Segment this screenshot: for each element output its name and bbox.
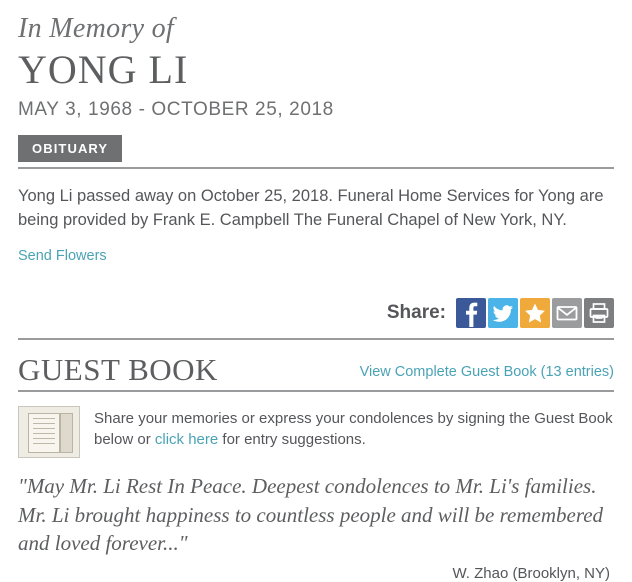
share-label: Share:: [386, 301, 446, 323]
star-icon[interactable]: [520, 298, 550, 328]
tab-underline-rule: [18, 167, 614, 169]
twitter-icon[interactable]: [488, 298, 518, 328]
facebook-icon[interactable]: [456, 298, 486, 328]
tab-strip: [18, 135, 614, 167]
tab-obituary[interactable]: OBITUARY: [18, 135, 122, 162]
deceased-name: YONG LI: [18, 46, 189, 92]
email-icon[interactable]: [552, 298, 582, 328]
guest-book-invite-text: [94, 406, 614, 450]
click-here-link[interactable]: click here: [154, 431, 219, 449]
guest-book-entry-attribution: W. Zhao (Brooklyn, NY): [452, 565, 610, 582]
send-flowers-link[interactable]: Send Flowers: [18, 247, 107, 264]
guest-book-title: GUEST BOOK: [18, 351, 218, 387]
guest-book-header: [18, 351, 614, 387]
share-divider-rule: [18, 338, 614, 340]
obituary-text: Yong Li passed away on October 25, 2018. Funeral Home Services for Yong are being provided by Frank E. Campbell The Funeral Chapel of New York, NY.: [18, 186, 604, 229]
guest-book-rule: [18, 390, 614, 392]
in-memory-label: In Memory of: [18, 13, 175, 44]
guest-book-invite: [18, 406, 614, 458]
life-dates: MAY 3, 1968 - OCTOBER 25, 2018: [18, 98, 334, 120]
invite-prefix: Share your memories or express your condolences by signing the Guest Book below or: [94, 410, 613, 449]
invite-suffix: for entry suggestions.: [218, 431, 366, 449]
view-complete-guest-book-link[interactable]: View Complete Guest Book (13 entries): [359, 364, 614, 381]
guest-book-entry-quote: "May Mr. Li Rest In Peace. Deepest condolences to Mr. Li's families. Mr. Li brought happiness to countless people and will be remembered and loved forever...": [18, 474, 604, 555]
share-row: [18, 298, 614, 328]
print-icon[interactable]: [584, 298, 614, 328]
guest-book-icon: [18, 406, 80, 458]
